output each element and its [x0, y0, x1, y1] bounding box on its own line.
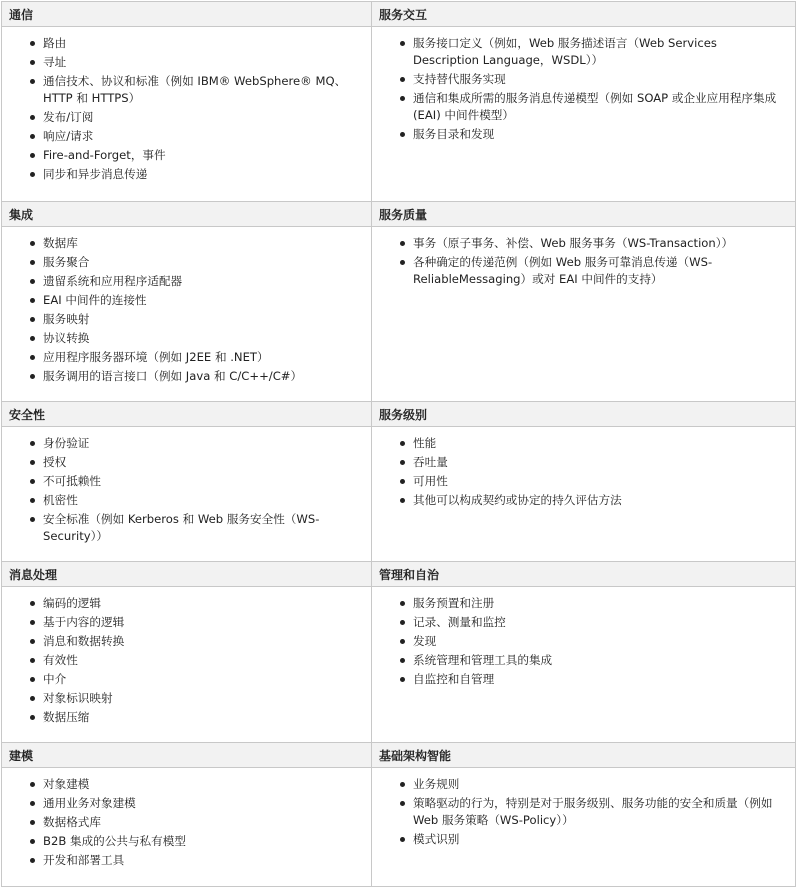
bullet-list	[2, 27, 371, 183]
section-title: 建模	[2, 743, 372, 768]
list-item: 发现	[413, 633, 783, 650]
section-title: 服务级别	[372, 402, 796, 427]
section-body-row	[2, 768, 796, 887]
list-item: 各种确定的传递范例（例如 Web 服务可靠消息传递（WS-ReliableMessaging）或对 EAI 中间件的支持）	[413, 254, 783, 288]
section-cell	[2, 427, 372, 562]
list-item: 系统管理和管理工具的集成	[413, 652, 783, 669]
list-item: 消息和数据转换	[43, 633, 359, 650]
capabilities-table-body	[2, 2, 796, 887]
list-item: 安全标准（例如 Kerberos 和 Web 服务安全性（WS-Security））	[43, 511, 359, 545]
list-item: 编码的逻辑	[43, 595, 359, 612]
bullet-list	[2, 227, 371, 385]
list-item: 对象标识映射	[43, 690, 359, 707]
section-cell	[2, 27, 372, 202]
bullet-list	[372, 587, 795, 688]
list-item: 策略驱动的行为，特别是对于服务级别、服务功能的安全和质量（例如 Web 服务策略（WS-Policy））	[413, 795, 783, 829]
list-item: 服务聚合	[43, 254, 359, 271]
list-item: 同步和异步消息传递	[43, 166, 359, 183]
list-item: 服务接口定义（例如，Web 服务描述语言（Web Services Description Language，WSDL））	[413, 35, 783, 69]
section-cell	[2, 768, 372, 887]
list-item: Fire-and-Forget，事件	[43, 147, 359, 164]
list-item: 自监控和自管理	[413, 671, 783, 688]
section-title: 安全性	[2, 402, 372, 427]
list-item: 寻址	[43, 54, 359, 71]
list-item: 事务（原子事务、补偿、Web 服务事务（WS-Transaction））	[413, 235, 783, 252]
section-body-row	[2, 227, 796, 402]
list-item: 数据库	[43, 235, 359, 252]
list-item: 通信技术、协议和标准（例如 IBM® WebSphere® MQ、HTTP 和 HTTPS）	[43, 73, 359, 107]
list-item: 服务目录和发现	[413, 126, 783, 143]
section-body-row	[2, 587, 796, 743]
section-header-row	[2, 402, 796, 427]
list-item: 中介	[43, 671, 359, 688]
bullet-list	[2, 587, 371, 726]
section-header-row	[2, 562, 796, 587]
list-item: 对象建模	[43, 776, 359, 793]
section-title: 消息处理	[2, 562, 372, 587]
list-item: 服务预置和注册	[413, 595, 783, 612]
section-title: 服务质量	[372, 202, 796, 227]
list-item: 数据格式库	[43, 814, 359, 831]
list-item: 支持替代服务实现	[413, 71, 783, 88]
list-item: EAI 中间件的连接性	[43, 292, 359, 309]
list-item: 吞吐量	[413, 454, 783, 471]
list-item: 通信和集成所需的服务消息传递模型（例如 SOAP 或企业应用程序集成 (EAI) 中间件模型）	[413, 90, 783, 124]
section-title: 通信	[2, 2, 372, 27]
section-cell	[372, 427, 796, 562]
list-item: 开发和部署工具	[43, 852, 359, 869]
section-cell	[372, 768, 796, 887]
list-item: 响应/请求	[43, 128, 359, 145]
section-title: 基础架构智能	[372, 743, 796, 768]
list-item: 遗留系统和应用程序适配器	[43, 273, 359, 290]
section-title: 集成	[2, 202, 372, 227]
list-item: 业务规则	[413, 776, 783, 793]
list-item: 其他可以构成契约或协定的持久评估方法	[413, 492, 783, 509]
list-item: 数据压缩	[43, 709, 359, 726]
section-cell	[2, 587, 372, 743]
bullet-list	[2, 768, 371, 869]
list-item: 通用业务对象建模	[43, 795, 359, 812]
list-item: 性能	[413, 435, 783, 452]
list-item: 可用性	[413, 473, 783, 490]
list-item: 服务调用的语言接口（例如 Java 和 C/C++/C#）	[43, 368, 359, 385]
list-item: 发布/订阅	[43, 109, 359, 126]
bullet-list	[372, 27, 795, 143]
list-item: 基于内容的逻辑	[43, 614, 359, 631]
section-title: 管理和自治	[372, 562, 796, 587]
bullet-list	[372, 227, 795, 288]
list-item: 不可抵赖性	[43, 473, 359, 490]
list-item: 身份验证	[43, 435, 359, 452]
capabilities-table	[1, 1, 796, 887]
section-cell	[2, 227, 372, 402]
list-item: 协议转换	[43, 330, 359, 347]
list-item: 应用程序服务器环境（例如 J2EE 和 .NET）	[43, 349, 359, 366]
bullet-list	[372, 427, 795, 509]
section-header-row	[2, 202, 796, 227]
section-cell	[372, 227, 796, 402]
section-body-row	[2, 27, 796, 202]
list-item: 授权	[43, 454, 359, 471]
bullet-list	[2, 427, 371, 545]
section-cell	[372, 27, 796, 202]
section-body-row	[2, 427, 796, 562]
list-item: 机密性	[43, 492, 359, 509]
list-item: 服务映射	[43, 311, 359, 328]
list-item: 模式识别	[413, 831, 783, 848]
section-cell	[372, 587, 796, 743]
bullet-list	[372, 768, 795, 848]
section-title: 服务交互	[372, 2, 796, 27]
list-item: 路由	[43, 35, 359, 52]
section-header-row	[2, 743, 796, 768]
list-item: B2B 集成的公共与私有模型	[43, 833, 359, 850]
section-header-row	[2, 2, 796, 27]
list-item: 记录、测量和监控	[413, 614, 783, 631]
list-item: 有效性	[43, 652, 359, 669]
